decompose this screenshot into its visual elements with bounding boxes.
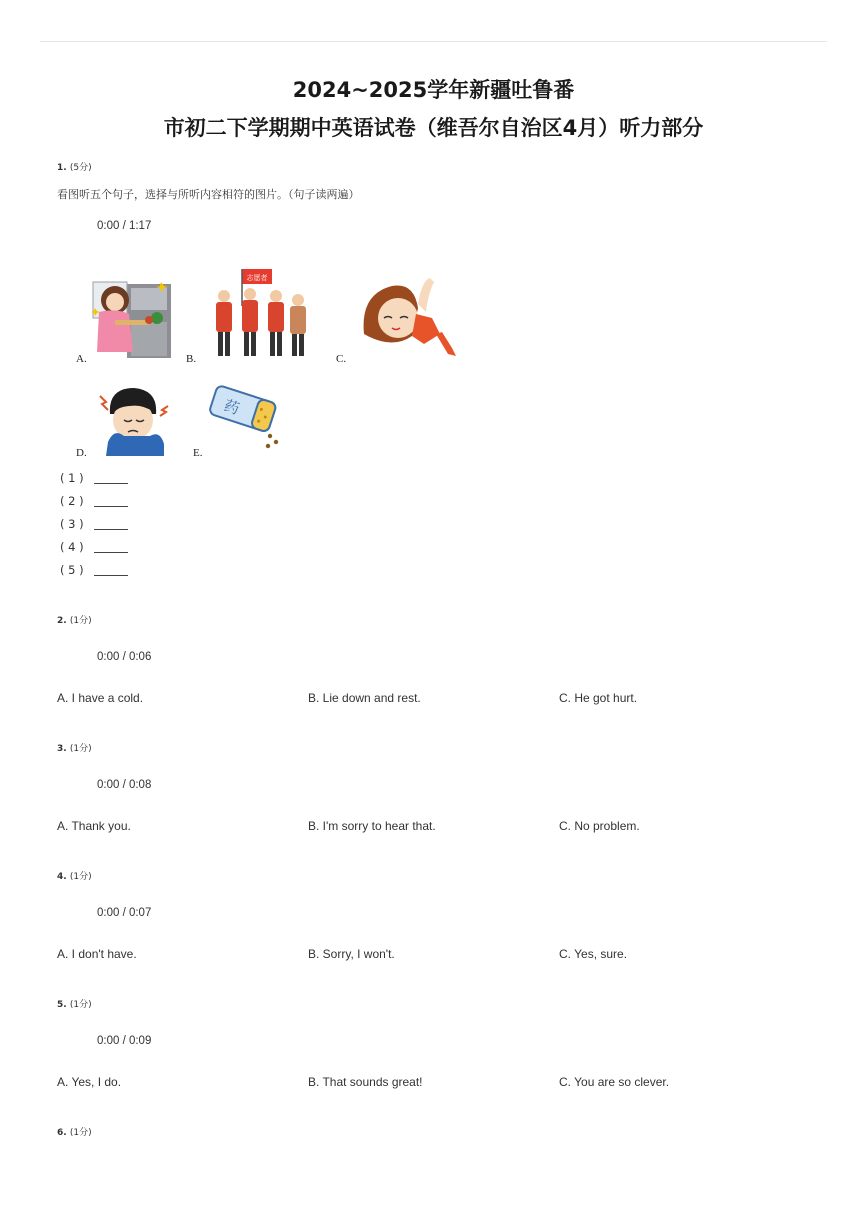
image-label-a: A. [76, 353, 87, 365]
audio-player-q2[interactable]: 0:00 / 0:06 [97, 651, 152, 663]
image-a-girl-cooking [85, 272, 177, 360]
q2-option-c[interactable]: C. He got hurt. [559, 691, 638, 705]
question-2-header [57, 613, 92, 626]
question-6-header [57, 1125, 92, 1138]
q4-option-c[interactable]: C. Yes, sure. [559, 947, 628, 961]
q5-option-c[interactable]: C. You are so clever. [559, 1075, 670, 1089]
image-label-d: D. [76, 447, 87, 459]
question-3-header [57, 741, 92, 754]
q3-option-c[interactable]: C. No problem. [559, 819, 640, 833]
question-1-header [57, 160, 92, 173]
q3-option-b[interactable]: B. I'm sorry to hear that. [308, 819, 436, 833]
image-e-medicine [208, 384, 284, 450]
q5-option-b[interactable]: B. That sounds great! [308, 1075, 423, 1089]
answer-blank-4[interactable] [60, 540, 128, 554]
question-score: (1分) [69, 616, 92, 626]
answer-blank-5[interactable] [60, 563, 128, 577]
question-score: (1分) [69, 1128, 92, 1138]
blank-label: ( 4 ) [60, 540, 84, 554]
blank-line[interactable] [94, 529, 128, 530]
blank-line[interactable] [94, 483, 128, 484]
blank-label: ( 5 ) [60, 563, 84, 577]
image-b-volunteers [210, 266, 318, 360]
question-score: (1分) [69, 1000, 92, 1010]
q2-option-a[interactable]: A. I have a cold. [57, 691, 144, 705]
audio-player-q5[interactable]: 0:00 / 0:09 [97, 1035, 152, 1047]
question-number: 5. [57, 1000, 67, 1010]
page-title-line2: 市初二下学期期中英语试卷（维吾尔自治区4月）听力部分 [163, 116, 704, 140]
question-number: 1. [57, 163, 67, 173]
blank-line[interactable] [94, 552, 128, 553]
q4-option-b[interactable]: B. Sorry, I won't. [308, 947, 395, 961]
image-c-girl-exercising [352, 274, 460, 362]
image-label-b: B. [186, 353, 197, 365]
answer-blank-3[interactable] [60, 517, 128, 531]
answer-blank-2[interactable] [60, 494, 128, 508]
banner-text: 志愿者 [246, 274, 268, 282]
question-score: (1分) [69, 872, 92, 882]
question-5-header [57, 997, 92, 1010]
blank-label: ( 3 ) [60, 517, 84, 531]
answer-blank-1[interactable] [60, 471, 128, 485]
q2-option-b[interactable]: B. Lie down and rest. [308, 691, 421, 705]
image-label-c: C. [336, 353, 347, 365]
blank-line[interactable] [94, 575, 128, 576]
question-4-header [57, 869, 92, 882]
blank-line[interactable] [94, 506, 128, 507]
image-label-e: E. [193, 447, 203, 459]
blank-label: ( 1 ) [60, 471, 84, 485]
image-d-boy-headache [94, 384, 180, 456]
question-1-instruction: 看图听五个句子，选择与所听内容相符的图片。（句子读两遍） [57, 188, 360, 201]
q5-option-a[interactable]: A. Yes, I do. [57, 1075, 122, 1089]
header-divider [40, 41, 827, 42]
question-number: 6. [57, 1128, 67, 1138]
q4-option-a[interactable]: A. I don't have. [57, 947, 137, 961]
blank-label: ( 2 ) [60, 494, 84, 508]
question-number: 3. [57, 744, 67, 754]
audio-player-q1[interactable]: 0:00 / 1:17 [97, 220, 152, 232]
audio-player-q3[interactable]: 0:00 / 0:08 [97, 779, 152, 791]
question-number: 2. [57, 616, 67, 626]
q3-option-a[interactable]: A. Thank you. [57, 819, 131, 833]
pill-label-text: 药 [221, 396, 242, 419]
audio-player-q4[interactable]: 0:00 / 0:07 [97, 907, 152, 919]
question-score: (1分) [69, 744, 92, 754]
page-title-line1: 2024~2025学年新疆吐鲁番 [292, 78, 575, 102]
question-score: (5分) [69, 163, 92, 173]
question-number: 4. [57, 872, 67, 882]
